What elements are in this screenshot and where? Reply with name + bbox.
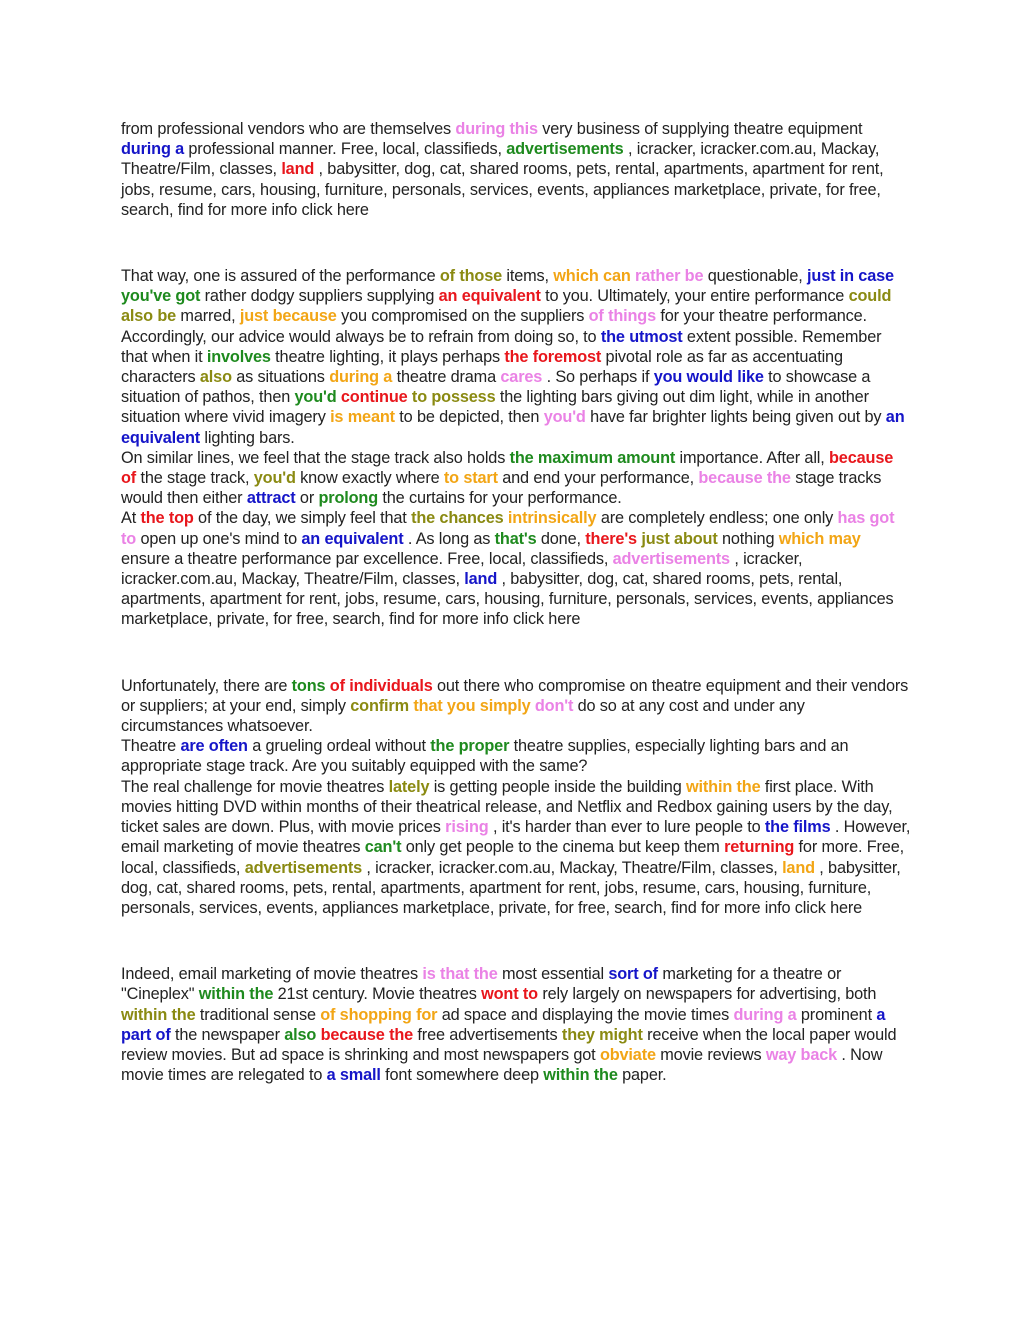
text-run: is getting people inside the building bbox=[429, 777, 686, 796]
text-run: or bbox=[295, 489, 319, 508]
text-run: and end your performance, bbox=[497, 469, 699, 488]
text-run: font somewhere deep bbox=[380, 1066, 544, 1085]
text-run: rely largely on newspapers for advertising, both bbox=[537, 985, 877, 1004]
highlighted-phrase: to start bbox=[443, 469, 498, 488]
text-run: , icracker, icracker.com.au, Mackay, Theatre/Film, classes, bbox=[121, 140, 880, 179]
text-run: , babysitter, dog, cat, shared rooms, pets, rental, apartments, apartment for rent, jobs, resume, cars, housing, furniture, personals, services, events, appliances marketplace, private, for free, search, find for more info click here bbox=[121, 570, 894, 629]
text-run: . So perhaps if bbox=[542, 368, 654, 387]
text-run: At bbox=[121, 509, 141, 528]
highlighted-phrase: lately bbox=[388, 777, 430, 796]
highlighted-phrase: prolong bbox=[318, 489, 379, 508]
text-run: the stage track, bbox=[136, 469, 254, 488]
highlighted-phrase: of shopping for bbox=[320, 1005, 438, 1024]
text-run: marketing for a theatre or "Cineplex" bbox=[121, 965, 842, 1004]
paragraph bbox=[121, 327, 911, 448]
text-run: free advertisements bbox=[413, 1025, 562, 1044]
text-run: done, bbox=[536, 529, 586, 548]
highlighted-phrase: are often bbox=[180, 737, 248, 756]
text-run: Indeed, email marketing of movie theatres bbox=[121, 965, 423, 984]
highlighted-phrase: just in case bbox=[807, 267, 894, 286]
highlighted-phrase: returning bbox=[724, 838, 795, 857]
text-run: open up one's mind to bbox=[136, 529, 302, 548]
highlighted-phrase: advertisements bbox=[506, 140, 624, 159]
text-run: only get people to the cinema but keep them bbox=[401, 838, 725, 857]
text-run: lighting bars. bbox=[200, 428, 295, 447]
text-run: the lighting bars giving out dim light, while in another situation where vivid imagery bbox=[121, 388, 869, 427]
highlighted-phrase: can't bbox=[364, 838, 402, 857]
highlighted-phrase: confirm bbox=[350, 696, 409, 715]
text-run: , babysitter, dog, cat, shared rooms, pets, rental, apartments, apartment for rent, jobs, resume, cars, housing, furniture, personals, services, events, appliances marketplace, private, for free, search, find for more info click here bbox=[121, 160, 884, 219]
text-run: theatre supplies, especially lighting bars and an appropriate stage track. Are you suitably equipped with the same? bbox=[121, 737, 849, 776]
paragraph bbox=[121, 964, 911, 1085]
paragraph-gap bbox=[121, 220, 911, 266]
highlighted-phrase: because the bbox=[320, 1025, 414, 1044]
highlighted-phrase: within the bbox=[543, 1066, 618, 1085]
text-run: On similar lines, we feel that the stage track also holds bbox=[121, 448, 510, 467]
text-run: , icracker, icracker.com.au, Mackay, Theatre/Film, classes, bbox=[121, 549, 803, 589]
highlighted-phrase: the utmost bbox=[600, 327, 683, 346]
highlighted-phrase: they might bbox=[561, 1025, 643, 1044]
text-run: the newspaper bbox=[170, 1025, 285, 1044]
highlighted-phrase: which may bbox=[778, 529, 861, 548]
highlighted-phrase: within the bbox=[121, 1005, 196, 1024]
paragraph bbox=[121, 676, 911, 737]
text-run: marred, bbox=[176, 307, 240, 326]
text-run: paper. bbox=[617, 1066, 667, 1085]
highlighted-phrase: way back bbox=[765, 1045, 838, 1064]
highlighted-phrase: also bbox=[284, 1025, 317, 1044]
highlighted-phrase: advertisements bbox=[244, 858, 363, 877]
highlighted-phrase: an equivalent bbox=[438, 287, 541, 306]
highlighted-phrase: you would like bbox=[653, 368, 764, 387]
text-run: ensure a theatre performance par excellence. Free, local, classifieds, bbox=[121, 549, 613, 568]
highlighted-phrase: wont to bbox=[481, 985, 538, 1004]
text-run: for more. Free, local, classifieds, bbox=[121, 838, 904, 877]
highlighted-phrase: within the bbox=[198, 985, 274, 1004]
highlighted-phrase: land bbox=[281, 160, 315, 179]
highlighted-phrase: you'd bbox=[294, 388, 337, 407]
text-run: . As long as bbox=[403, 529, 495, 548]
highlighted-phrase: because of bbox=[121, 448, 894, 488]
highlighted-phrase: the films bbox=[764, 818, 831, 837]
highlighted-phrase: is meant bbox=[330, 408, 395, 427]
text-run: are completely endless; one only bbox=[596, 509, 838, 528]
text-run: questionable, bbox=[703, 267, 808, 286]
text-run: as situations bbox=[231, 368, 330, 387]
document-page bbox=[121, 119, 911, 1085]
highlighted-phrase: just because bbox=[239, 307, 337, 326]
text-run: , icracker, icracker.com.au, Mackay, Theatre/Film, classes, bbox=[362, 858, 783, 877]
text-run: know exactly where bbox=[295, 469, 444, 488]
highlighted-phrase: involves bbox=[206, 347, 271, 366]
highlighted-phrase: a part of bbox=[121, 1005, 886, 1044]
highlighted-phrase: just about bbox=[641, 529, 718, 548]
text-run: stage tracks would then either bbox=[121, 469, 882, 508]
paragraph-gap bbox=[121, 630, 911, 676]
text-run: you compromised on the suppliers bbox=[336, 307, 589, 326]
highlighted-phrase: the foremost bbox=[504, 347, 602, 366]
highlighted-phrase: you've got bbox=[121, 287, 201, 306]
highlighted-phrase: a small bbox=[326, 1066, 381, 1085]
highlighted-phrase: you'd bbox=[253, 469, 296, 488]
text-run: of the day, we simply feel that bbox=[193, 509, 412, 528]
text-run: a grueling ordeal without bbox=[247, 737, 431, 756]
text-run: 21st century. Movie theatres bbox=[273, 985, 482, 1004]
text-run: importance. After all, bbox=[675, 448, 830, 467]
highlighted-phrase: during a bbox=[121, 140, 185, 159]
text-run: , babysitter, dog, cat, shared rooms, pets, rental, apartments, apartment for rent, jobs, resume, cars, housing, furniture, personals, services, events, appliances marketplace, private, for free, search, find for more info click here bbox=[121, 858, 901, 917]
text-run: theatre lighting, it plays perhaps bbox=[270, 347, 505, 366]
highlighted-phrase: you'd bbox=[543, 408, 586, 427]
highlighted-phrase: during this bbox=[455, 120, 538, 138]
text-run: have far brighter lights being given out by bbox=[585, 408, 886, 427]
highlighted-phrase: also bbox=[199, 368, 232, 387]
text-run: items, bbox=[502, 267, 554, 286]
highlighted-phrase: during a bbox=[733, 1005, 797, 1024]
text-run: rather dodgy suppliers supplying bbox=[200, 287, 439, 306]
text-run: , it's harder than ever to lure people to bbox=[488, 818, 765, 837]
text-run: for your theatre performance. bbox=[656, 307, 867, 326]
text-run: the curtains for your performance. bbox=[378, 489, 622, 508]
text-run: to be depicted, then bbox=[394, 408, 544, 427]
text-run: theatre drama bbox=[392, 368, 501, 387]
text-run: to showcase a situation of pathos, then bbox=[121, 368, 871, 407]
paragraph bbox=[121, 736, 911, 776]
text-run: very business of supplying theatre equipment bbox=[537, 120, 863, 138]
text-run: out there who compromise on theatre equipment and their vendors or suppliers; at your end, simply bbox=[121, 676, 909, 715]
text-run: ad space and displaying the movie times bbox=[437, 1005, 734, 1024]
text-run: traditional sense bbox=[195, 1005, 321, 1024]
highlighted-phrase: sort of bbox=[608, 965, 658, 984]
highlighted-phrase: because the bbox=[698, 469, 791, 488]
text-run: nothing bbox=[717, 529, 779, 548]
highlighted-phrase: during a bbox=[329, 368, 393, 387]
text-run: Accordingly, our advice would always be to refrain from doing so, to bbox=[121, 327, 601, 346]
highlighted-phrase: attract bbox=[246, 489, 296, 508]
highlighted-phrase: the maximum amount bbox=[509, 448, 676, 467]
paragraph bbox=[121, 119, 911, 220]
paragraph bbox=[121, 448, 911, 509]
text-run: from professional vendors who are themselves bbox=[121, 120, 456, 138]
highlighted-phrase: there's bbox=[585, 529, 637, 548]
highlighted-phrase: rising bbox=[445, 818, 489, 837]
text-run: pivotal role as far as accentuating characters bbox=[121, 347, 843, 387]
highlighted-phrase: intrinsically bbox=[507, 509, 597, 528]
highlighted-phrase: that's bbox=[494, 529, 537, 548]
highlighted-phrase: to possess bbox=[411, 388, 496, 407]
highlighted-phrase: of those bbox=[439, 267, 503, 286]
text-run: first place. With movies hitting DVD within months of their theatrical release, and Netflix and Redbox gaining users by the day, ticket sales are down. Plus, with movie prices bbox=[121, 777, 893, 837]
highlighted-phrase: land bbox=[464, 570, 498, 589]
highlighted-phrase: the chances bbox=[411, 509, 504, 528]
text-run: do so at any cost and under any circumstances whatsoever. bbox=[121, 696, 805, 736]
highlighted-phrase: an equivalent bbox=[121, 408, 905, 447]
highlighted-phrase: within the bbox=[686, 777, 761, 796]
text-run: That way, one is assured of the performance bbox=[121, 267, 440, 286]
text-run: Unfortunately, there are bbox=[121, 676, 292, 695]
text-run: professional manner. Free, local, classifieds, bbox=[184, 140, 507, 159]
highlighted-phrase: tons bbox=[291, 676, 326, 695]
highlighted-phrase: has got to bbox=[121, 509, 895, 548]
highlighted-phrase: the top bbox=[140, 509, 194, 528]
highlighted-phrase: of things bbox=[588, 307, 657, 326]
highlighted-phrase: that you simply bbox=[413, 696, 531, 715]
highlighted-phrase: the proper bbox=[430, 737, 510, 756]
paragraph bbox=[121, 508, 911, 629]
highlighted-phrase: obviate bbox=[599, 1045, 656, 1064]
text-run: . Now movie times are relegated to bbox=[121, 1045, 883, 1085]
highlighted-phrase: of individuals bbox=[329, 676, 433, 695]
highlighted-phrase: cares bbox=[500, 368, 543, 387]
highlighted-phrase: advertisements bbox=[612, 549, 730, 568]
highlighted-phrase: don't bbox=[534, 696, 574, 715]
text-run: The real challenge for movie theatres bbox=[121, 777, 389, 796]
highlighted-phrase: continue bbox=[340, 388, 408, 407]
highlighted-phrase: an equivalent bbox=[301, 529, 404, 548]
highlighted-phrase: which can bbox=[553, 267, 631, 286]
text-run: prominent bbox=[796, 1005, 877, 1024]
highlighted-phrase: could also be bbox=[121, 287, 892, 326]
text-run: movie reviews bbox=[655, 1045, 766, 1064]
text-run: receive when the local paper would review movies. But ad space is shrinking and most newspapers got bbox=[121, 1025, 897, 1064]
highlighted-phrase: rather be bbox=[635, 267, 704, 286]
text-run: . However, email marketing of movie theatres bbox=[121, 818, 911, 857]
text-run: Theatre bbox=[121, 737, 181, 756]
paragraph bbox=[121, 777, 911, 918]
paragraph bbox=[121, 266, 911, 327]
text-run: most essential bbox=[497, 965, 609, 984]
paragraph-gap bbox=[121, 918, 911, 964]
text-run: to you. Ultimately, your entire performance bbox=[540, 287, 849, 306]
highlighted-phrase: is that the bbox=[422, 965, 498, 984]
text-run: extent possible. Remember that when it bbox=[121, 327, 882, 366]
highlighted-phrase: land bbox=[782, 858, 815, 877]
